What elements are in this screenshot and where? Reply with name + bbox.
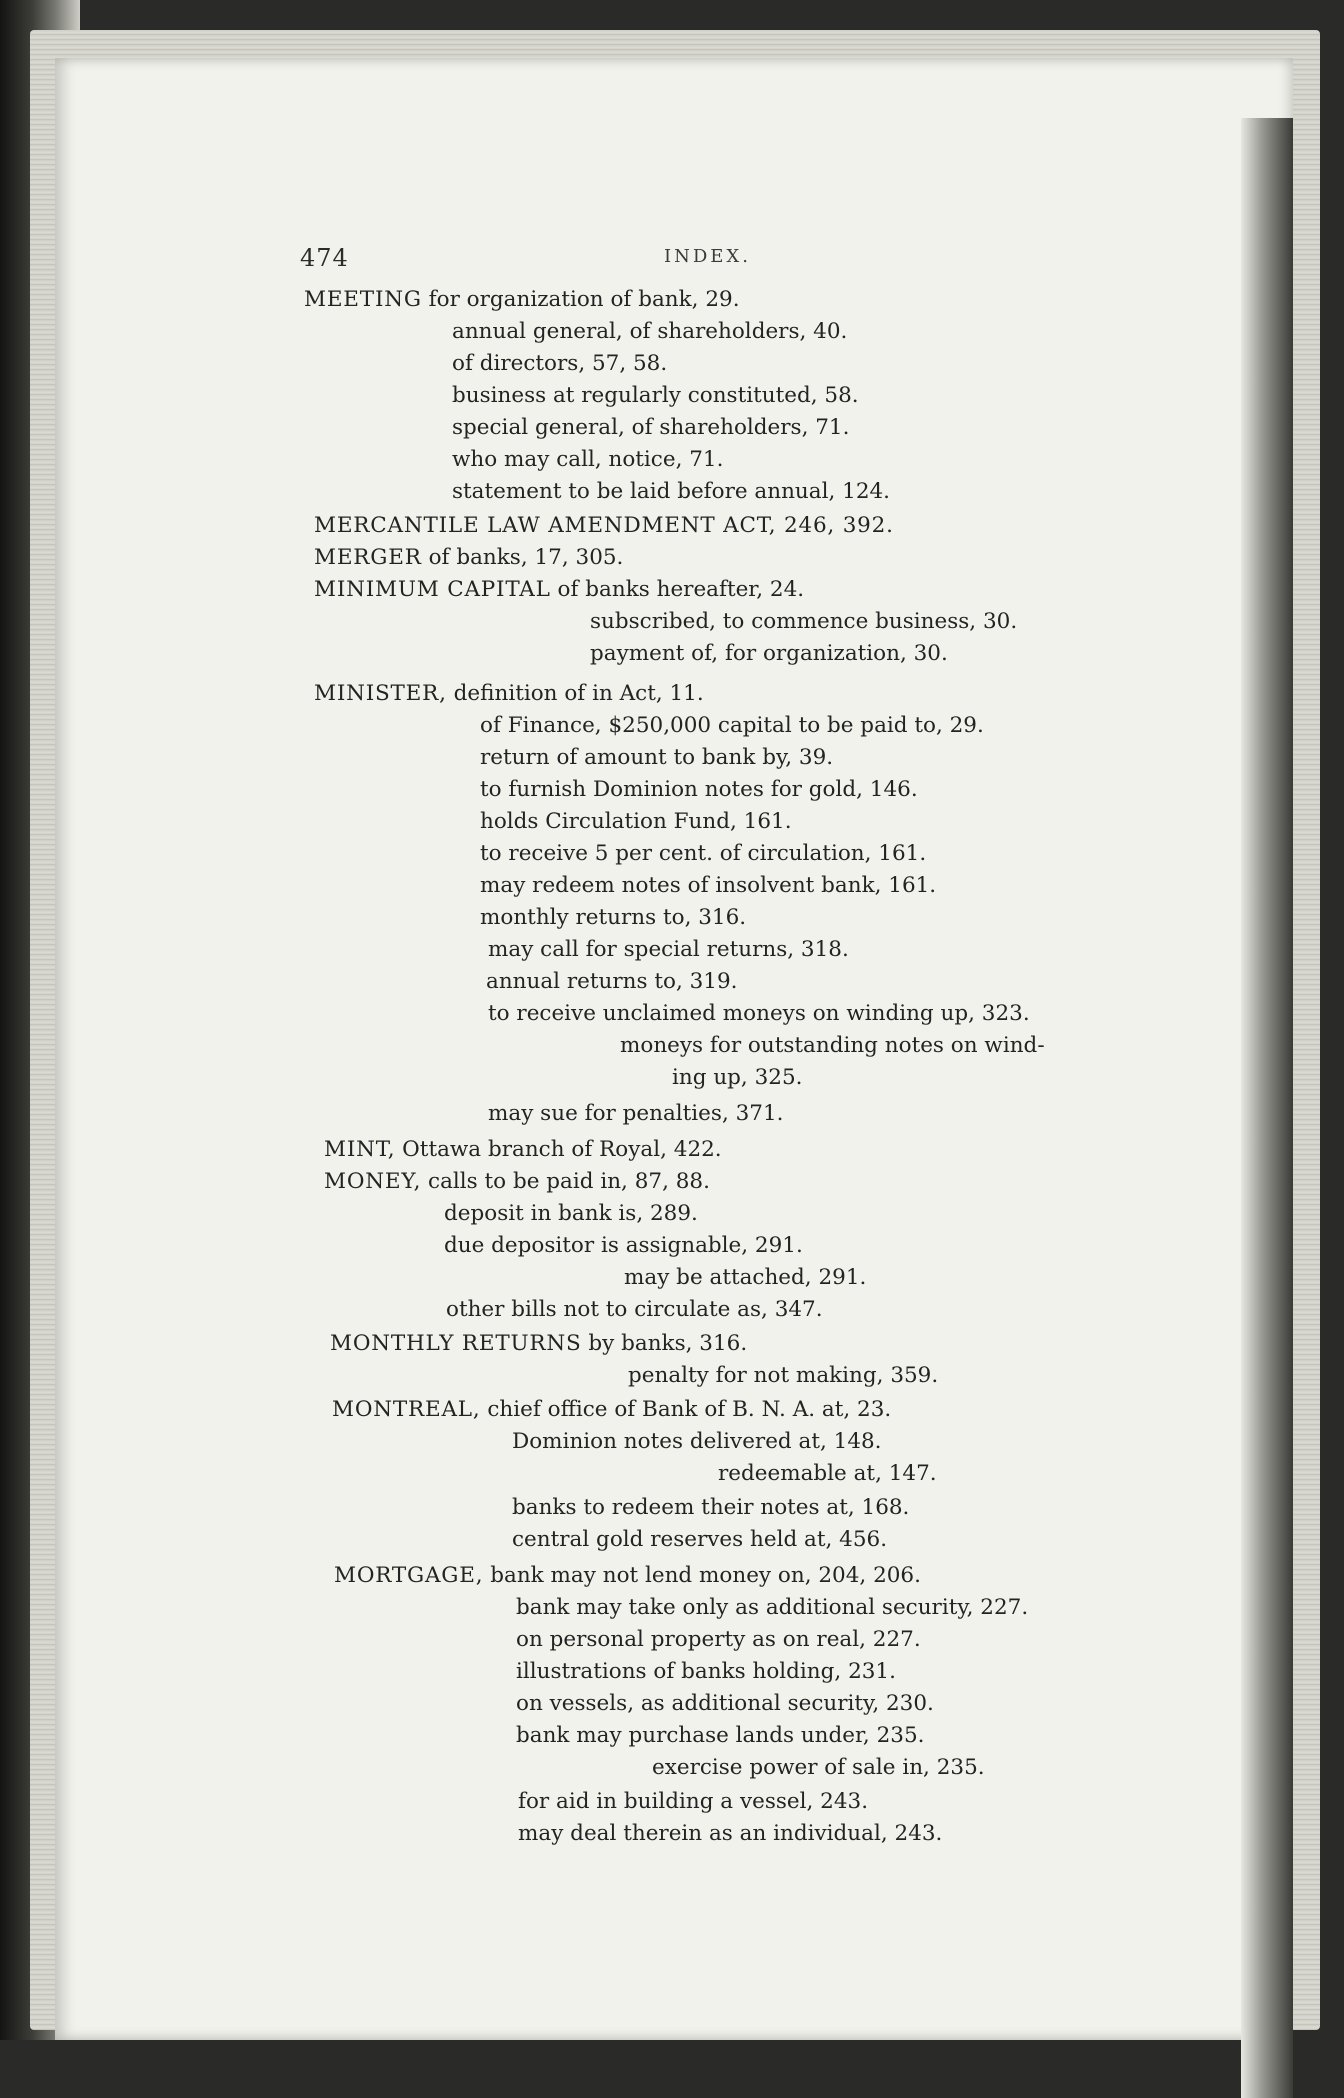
index-line: [452, 478, 890, 506]
index-subentry: due depositor is assignable, 291.: [444, 1233, 803, 1258]
index-line: [480, 776, 918, 804]
index-subentry: Ottawa branch of Royal, 422.: [395, 1137, 722, 1162]
index-term: MONTHLY RETURNS: [330, 1331, 582, 1356]
index-line: [444, 1232, 803, 1260]
index-line: [486, 968, 738, 996]
index-term: MINISTER,: [314, 681, 447, 706]
index-line: [304, 286, 740, 314]
index-line: [652, 1754, 985, 1782]
index-subentry: to receive 5 per cent. of circulation, 161.: [480, 841, 927, 866]
index-line: [624, 1264, 866, 1292]
index-subentry: of Finance, $250,000 capital to be paid to, 29.: [480, 713, 984, 738]
index-line: [332, 1396, 891, 1424]
index-subentry: for aid in building a vessel, 243.: [518, 1789, 869, 1814]
index-term: MINIMUM CAPITAL: [314, 577, 551, 602]
index-line: [444, 1200, 698, 1228]
index-line: [512, 1494, 909, 1522]
index-line: [314, 680, 704, 708]
index-line: [628, 1362, 938, 1390]
index-subentry: monthly returns to, 316.: [480, 905, 747, 930]
index-subentry: of banks hereafter, 24.: [550, 577, 805, 602]
index-subentry: may redeem notes of insolvent bank, 161.: [480, 873, 937, 898]
index-subentry: to receive unclaimed moneys on winding up, 323.: [488, 1001, 1030, 1026]
index-line: [446, 1296, 823, 1324]
index-term: MEETING: [304, 287, 422, 312]
index-subentry: central gold reserves held at, 456.: [512, 1527, 888, 1552]
index-subentry: annual general, of shareholders, 40.: [452, 319, 848, 344]
index-term: MONEY,: [324, 1169, 422, 1194]
index-line: [512, 1526, 887, 1554]
index-term: MINT,: [324, 1137, 396, 1162]
index-subentry: return of amount to bank by, 39.: [480, 745, 834, 770]
index-line: [518, 1788, 868, 1816]
index-line: [452, 350, 667, 378]
index-line: [324, 1168, 710, 1196]
index-subentry: may call for special returns, 318.: [488, 937, 849, 962]
index-subentry: ing up, 325.: [672, 1065, 803, 1090]
index-line: [518, 1820, 942, 1848]
index-line: [480, 840, 926, 868]
index-line: [452, 446, 723, 474]
index-line: [480, 712, 984, 740]
index-line: [488, 936, 849, 964]
index-subentry: moneys for outstanding notes on wind-: [620, 1033, 1045, 1058]
index-line: [452, 414, 849, 442]
index-line: [324, 1136, 722, 1164]
index-subentry: annual returns to, 319.: [486, 969, 738, 994]
index-subentry: for organization of bank, 29.: [421, 287, 740, 312]
index-subentry: bank may take only as additional security, 227.: [516, 1595, 1029, 1620]
index-subentry: who may call, notice, 71.: [452, 447, 724, 472]
index-line: [452, 318, 847, 346]
page-number: 474: [300, 244, 349, 272]
index-subentry: may sue for penalties, 371.: [488, 1101, 784, 1126]
index-subentry: definition of in Act, 11.: [446, 681, 704, 706]
index-line: [480, 904, 746, 932]
index-line: [480, 808, 792, 836]
index-subentry: payment of, for organization, 30.: [590, 641, 948, 666]
index-subentry: Dominion notes delivered at, 148.: [512, 1429, 882, 1454]
running-head: INDEX.: [664, 246, 751, 267]
index-subentry: deposit in bank is, 289.: [444, 1201, 698, 1226]
index-subentry: special general, of shareholders, 71.: [452, 415, 850, 440]
index-subentry: of directors, 57, 58.: [452, 351, 668, 376]
index-line: [334, 1562, 921, 1590]
index-line: [314, 512, 894, 540]
index-subentry: illustrations of banks holding, 231.: [516, 1659, 896, 1684]
index-subentry: penalty for not making, 359.: [628, 1363, 939, 1388]
index-term: MERGER: [314, 545, 422, 570]
index-subentry: to furnish Dominion notes for gold, 146.: [480, 777, 918, 802]
index-subentry: redeemable at, 147.: [718, 1461, 937, 1486]
index-subentry: calls to be paid in, 87, 88.: [421, 1169, 710, 1194]
index-line: [512, 1428, 882, 1456]
index-subentry: may deal therein as an individual, 243.: [518, 1821, 943, 1846]
index-subentry: may be attached, 291.: [624, 1265, 867, 1290]
index-line: [330, 1330, 747, 1358]
index-line: [452, 382, 859, 410]
index-line: [488, 1100, 783, 1128]
index-line: [516, 1690, 934, 1718]
index-subentry: on personal property as on real, 227.: [516, 1627, 921, 1652]
index-subentry: chief office of Bank of B. N. A. at, 23.: [480, 1397, 892, 1422]
index-line: [590, 640, 948, 668]
index-line: [516, 1626, 921, 1654]
index-term: MERCANTILE LAW AMENDMENT ACT, 246, 392.: [314, 513, 894, 538]
index-subentry: subscribed, to commence business, 30.: [590, 609, 1018, 634]
index-subentry: other bills not to circulate as, 347.: [446, 1297, 823, 1322]
index-subentry: statement to be laid before annual, 124.: [452, 479, 891, 504]
index-subentry: of banks, 17, 305.: [421, 545, 624, 570]
index-line: [488, 1000, 1030, 1028]
index-line: [314, 576, 804, 604]
index-line: [480, 744, 833, 772]
index-line: [516, 1722, 924, 1750]
index-subentry: bank may purchase lands under, 235.: [516, 1723, 925, 1748]
index-line: [480, 872, 936, 900]
index-line: [672, 1064, 802, 1092]
index-line: [718, 1460, 937, 1488]
index-term: MORTGAGE,: [334, 1563, 484, 1588]
index-line: [590, 608, 1017, 636]
index-term: MONTREAL,: [332, 1397, 481, 1422]
index-line: [516, 1594, 1028, 1622]
index-line: [516, 1658, 896, 1686]
index-line: [620, 1032, 1045, 1060]
index-subentry: bank may not lend money on, 204, 206.: [483, 1563, 921, 1588]
index-subentry: on vessels, as additional security, 230.: [516, 1691, 934, 1716]
index-subentry: exercise power of sale in, 235.: [652, 1755, 985, 1780]
index-line: [314, 544, 623, 572]
index-subentry: banks to redeem their notes at, 168.: [512, 1495, 910, 1520]
index-subentry: by banks, 316.: [581, 1331, 748, 1356]
index-subentry: holds Circulation Fund, 161.: [480, 809, 792, 834]
index-subentry: business at regularly constituted, 58.: [452, 383, 859, 408]
